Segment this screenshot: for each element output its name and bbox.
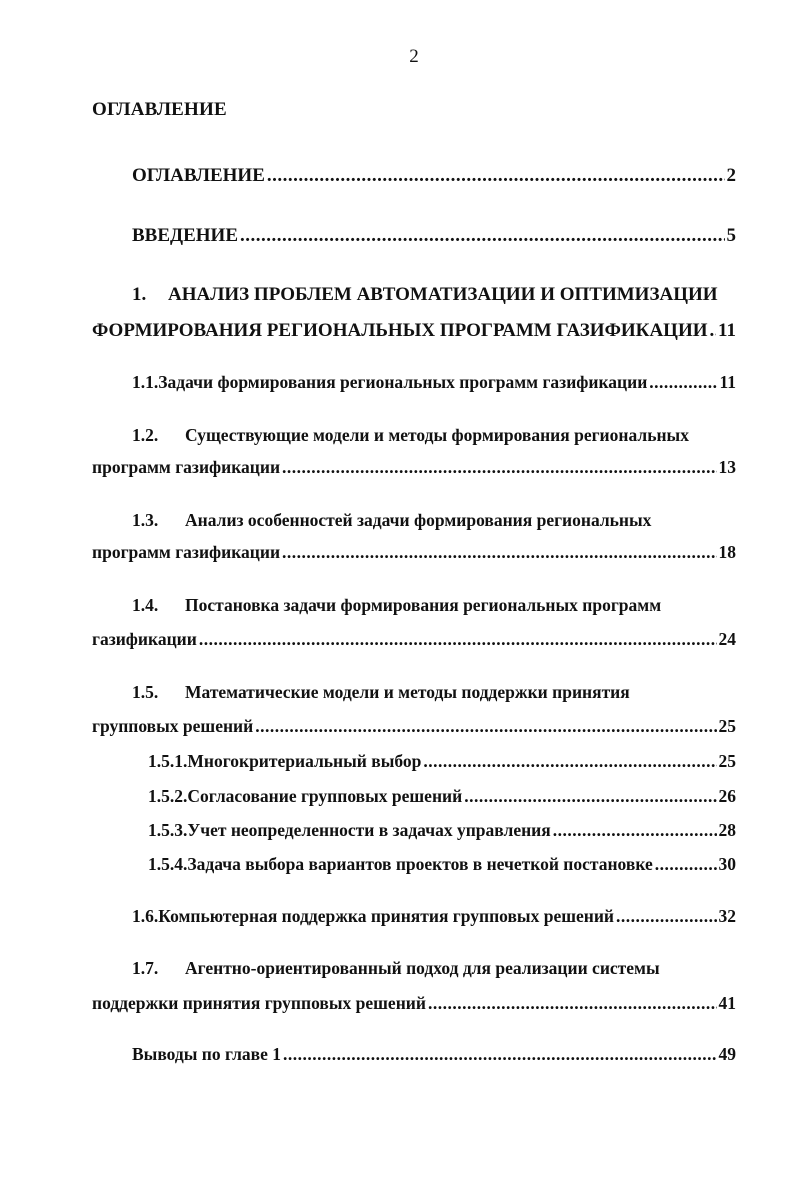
toc-leader (282, 541, 716, 563)
toc-entry-1-5-line2[interactable] (92, 715, 736, 737)
toc-entry-title: Согласование групповых решений (187, 786, 463, 806)
toc-entry-1-5-2[interactable] (148, 785, 736, 807)
toc-leader (710, 320, 717, 342)
toc-entry-number: 1.4. (132, 595, 159, 615)
toc-entry-1-5-3[interactable] (148, 819, 736, 841)
toc-entry-1-5-4[interactable] (148, 853, 736, 875)
toc-entry-title: Существующие модели и методы формирования региональных (185, 425, 689, 445)
toc-entry-page: 32 (718, 906, 736, 926)
toc-entry-title: Задача выбора вариантов проектов в нечеткой постановке (187, 854, 653, 874)
toc-entry-number: 1.3. (132, 510, 159, 530)
toc-entry-title: Многокритериальный выбор (187, 751, 422, 771)
toc-leader (649, 371, 717, 393)
toc-entry-number: 1.1. (132, 372, 159, 392)
toc-entry-1-5-line1[interactable] (132, 681, 736, 703)
toc-entry-1-7-line1[interactable] (132, 957, 736, 979)
page-title: ОГЛАВЛЕНИЕ (92, 99, 227, 120)
toc-entry-conclusions[interactable] (132, 1043, 736, 1065)
toc-entry-page: 25 (718, 716, 736, 736)
toc-entry-1-2-line2[interactable] (92, 456, 736, 478)
toc-entry-number: 1.5.1. (148, 751, 188, 771)
toc-entry-page: 24 (718, 629, 736, 649)
toc-entry-1-7-line2[interactable] (92, 992, 736, 1014)
toc-entry-1-2-line1[interactable] (132, 424, 736, 446)
toc-entry-oglavlenie[interactable] (132, 165, 736, 187)
toc-entry-page: 28 (718, 820, 736, 840)
toc-leader (655, 853, 717, 875)
toc-entry-page: 18 (718, 542, 736, 562)
toc-entry-page: 11 (719, 372, 736, 392)
toc-entry-title: программ газификации (92, 457, 281, 477)
toc-leader (282, 456, 716, 478)
toc-entry-1-3-line1[interactable] (132, 509, 736, 531)
toc-leader (199, 628, 717, 650)
toc-entry-number: 1.2. (132, 425, 159, 445)
toc-leader (267, 165, 725, 187)
toc-entry-title: ОГЛАВЛЕНИЕ (132, 165, 265, 186)
toc-entry-title: программ газификации (92, 542, 281, 562)
toc-entry-1-6[interactable] (132, 905, 736, 927)
toc-entry-number: 1.6. (132, 906, 159, 926)
toc-entry-page: 13 (718, 457, 736, 477)
toc-entry-chapter-1-line2[interactable] (92, 320, 736, 342)
toc-entry-title: газификации (92, 629, 197, 649)
toc-entry-page: 41 (718, 993, 736, 1013)
toc-entry-title: Выводы по главе 1 (132, 1044, 281, 1064)
toc-entry-1-5-1[interactable] (148, 750, 736, 772)
toc-entry-number: 1.5.4. (148, 854, 188, 874)
toc-entry-number: 1.7. (132, 958, 159, 978)
toc-leader (616, 905, 716, 927)
toc-entry-title: ВВЕДЕНИЕ (132, 225, 238, 246)
page-number: 2 (409, 46, 419, 67)
toc-entry-number: 1.5.2. (148, 786, 188, 806)
toc-entry-title: Анализ особенностей задачи формирования региональных (185, 510, 652, 530)
toc-entry-page: 25 (718, 751, 736, 771)
toc-leader (464, 785, 716, 807)
toc-entry-chapter-1-line1[interactable] (132, 284, 736, 306)
toc-entry-title: Учет неопределенности в задачах управления (187, 820, 551, 840)
toc-entry-page: 5 (726, 225, 736, 246)
toc-entry-page: 49 (718, 1044, 736, 1064)
toc-entry-title: поддержки принятия групповых решений (92, 993, 426, 1013)
toc-entry-title: Математические модели и методы поддержки принятия (185, 682, 630, 702)
toc-entry-number: 1. (132, 284, 147, 305)
toc-entry-title: Задачи формирования региональных программ газификации (158, 372, 648, 392)
toc-entry-number: 1.5.3. (148, 820, 188, 840)
toc-entry-vvedenie[interactable] (132, 225, 736, 247)
toc-leader (423, 750, 716, 772)
toc-leader (255, 715, 716, 737)
toc-entry-page: 26 (718, 786, 736, 806)
toc-entry-1-3-line2[interactable] (92, 541, 736, 563)
toc-leader (283, 1043, 717, 1065)
toc-entry-page: 30 (718, 854, 736, 874)
toc-entry-title: Агентно-ориентированный подход для реализации системы (185, 958, 660, 978)
toc-leader (428, 992, 717, 1014)
toc-entry-title: АНАЛИЗ ПРОБЛЕМ АВТОМАТИЗАЦИИ И ОПТИМИЗАЦИИ (168, 284, 718, 305)
toc-entry-title: групповых решений (92, 716, 254, 736)
toc-entry-page: 2 (726, 165, 736, 186)
toc-entry-1-4-line1[interactable] (132, 594, 736, 616)
toc-entry-1-1[interactable] (132, 371, 736, 393)
toc-entry-1-4-line2[interactable] (92, 628, 736, 650)
toc-entry-number: 1.5. (132, 682, 159, 702)
toc-entry-title: Постановка задачи формирования региональных программ (185, 595, 662, 615)
toc-leader (240, 225, 725, 247)
toc-entry-title: Компьютерная поддержка принятия групповых решений (158, 906, 615, 926)
toc-entry-title: ФОРМИРОВАНИЯ РЕГИОНАЛЬНЫХ ПРОГРАММ ГАЗИФИКАЦИИ (92, 320, 708, 341)
toc-leader (553, 819, 717, 841)
toc-entry-page: 11 (718, 320, 736, 341)
